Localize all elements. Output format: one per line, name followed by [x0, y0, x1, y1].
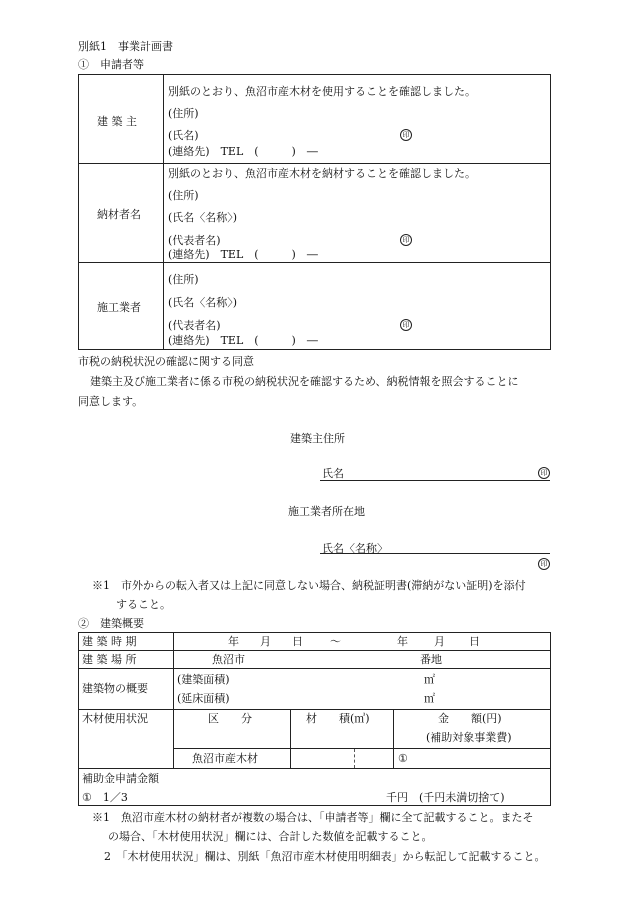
contractor-address-field[interactable]: (住所) [168, 273, 199, 286]
seal-mark: 印 [400, 319, 412, 331]
period-label: 建 築 時 期 [82, 635, 137, 648]
seal-mark: 印 [400, 129, 412, 141]
place-banchi[interactable]: 番地 [420, 653, 442, 666]
supplier-contact-field[interactable]: (連絡先) TEL ( ) ― [168, 248, 318, 261]
end-year-label[interactable]: 年 [397, 635, 408, 648]
place-label: 建 築 場 所 [82, 653, 137, 666]
end-day-label[interactable]: 日 [469, 635, 480, 648]
owner-confirm-text: 別紙のとおり、魚沼市産木材を使用することを確認しました。 [168, 85, 476, 98]
supplier-label: 納材者名 [97, 208, 141, 221]
consent-heading: 市税の納税状況の確認に関する同意 [78, 355, 254, 368]
period-tilde: ～ [330, 635, 341, 648]
owner-address-label: 建築主住所 [290, 432, 345, 445]
note-2: 2 「木材使用状況」欄は、別紙「魚沼市産木材使用明細表」から転記して記載すること。 [104, 850, 546, 863]
consent-note-line1: ※1 市外からの転入者又は上記に同意しない場合、納税証明書(滞納がない証明)を添付 [92, 579, 526, 592]
seal-mark: 印 [400, 234, 412, 246]
col-amount-subheader: (補助対象事業費) [426, 731, 512, 744]
section-overview-heading: ② 建築概要 [78, 617, 144, 630]
form-title: 別紙1 事業計画書 [78, 40, 173, 53]
start-day-label[interactable]: 日 [292, 635, 303, 648]
wood-header-separator [173, 748, 551, 749]
supplier-name-field[interactable]: (氏名〈名称〉) [168, 211, 238, 224]
end-month-label[interactable]: 月 [434, 635, 445, 648]
contractor-label: 施工業者 [97, 301, 141, 314]
seal-mark: 印 [538, 558, 550, 570]
floor-area-unit: ㎡ [424, 692, 435, 705]
owner-name-field[interactable]: (氏名) [168, 129, 199, 142]
applicant-row-separator [78, 163, 551, 164]
col-volume-header: 材 積(㎥) [306, 712, 370, 725]
owner-label: 建 築 主 [97, 115, 137, 128]
building-area-unit: ㎡ [424, 673, 435, 686]
consent-text-line2: 同意します。 [78, 395, 144, 408]
place-city[interactable]: 魚沼市 [212, 653, 245, 666]
wood-row-mark: ① [398, 752, 408, 765]
floor-area-field[interactable]: (延床面積) [177, 692, 230, 705]
section-applicants-heading: ① 申請者等 [78, 58, 144, 71]
wood-row-label: 魚沼市産木材 [192, 752, 258, 765]
note-1-line2: の場合、「木材使用状況」欄には、合計した数値を記載すること。 [108, 830, 433, 843]
building-label: 建築物の概要 [82, 682, 148, 695]
wood-use-label: 木材使用状況 [82, 712, 148, 725]
owner-signature-name-label: 氏名 [322, 467, 344, 480]
overview-row-separator [78, 668, 551, 669]
applicant-table [78, 74, 551, 350]
volume-decimal-divider [354, 749, 355, 768]
consent-text-line1: 建築主及び施工業者に係る市税の納税状況を確認するため、納税情報を照会することに [90, 375, 519, 388]
contractor-signature-name-label: 氏名〈名称〉 [322, 542, 388, 555]
applicant-table-divider [163, 74, 164, 350]
applicant-row-separator [78, 262, 551, 263]
contractor-signature-line[interactable] [320, 553, 550, 554]
supplier-rep-field[interactable]: (代表者名) [168, 234, 221, 247]
owner-signature-line[interactable] [320, 480, 550, 481]
overview-row-separator [78, 650, 551, 651]
subsidy-amount-unit[interactable]: 千円 (千円未満切捨て) [386, 791, 505, 804]
col-amount-header: 金 額(円) [438, 712, 502, 725]
consent-note-line2: すること。 [116, 598, 171, 611]
col-kubun-header: 区 分 [208, 712, 252, 725]
contractor-address-label: 施工業者所在地 [288, 505, 365, 518]
overview-row-separator [78, 709, 551, 710]
contractor-rep-field[interactable]: (代表者名) [168, 319, 221, 332]
subsidy-label: 補助金申請金額 [82, 772, 159, 785]
owner-contact-field[interactable]: (連絡先) TEL ( ) ― [168, 145, 318, 158]
note-1-line1: ※1 魚沼市産木材の納材者が複数の場合は、「申請者等」欄に全て記載すること。またそ [92, 811, 534, 824]
building-area-field[interactable]: (建築面積) [177, 673, 230, 686]
start-year-label[interactable]: 年 [228, 635, 239, 648]
supplier-address-field[interactable]: (住所) [168, 189, 199, 202]
supplier-confirm-text: 別紙のとおり、魚沼市産木材を納材することを確認しました。 [168, 167, 476, 180]
seal-mark: 印 [538, 467, 550, 479]
start-month-label[interactable]: 月 [260, 635, 271, 648]
owner-address-field[interactable]: (住所) [168, 107, 199, 120]
overview-row-separator [78, 768, 551, 769]
contractor-contact-field[interactable]: (連絡先) TEL ( ) ― [168, 334, 318, 347]
subsidy-rate: ① 1／3 [82, 791, 128, 804]
contractor-name-field[interactable]: (氏名〈名称〉) [168, 296, 238, 309]
wood-column-divider [393, 709, 394, 768]
wood-column-divider [290, 709, 291, 768]
